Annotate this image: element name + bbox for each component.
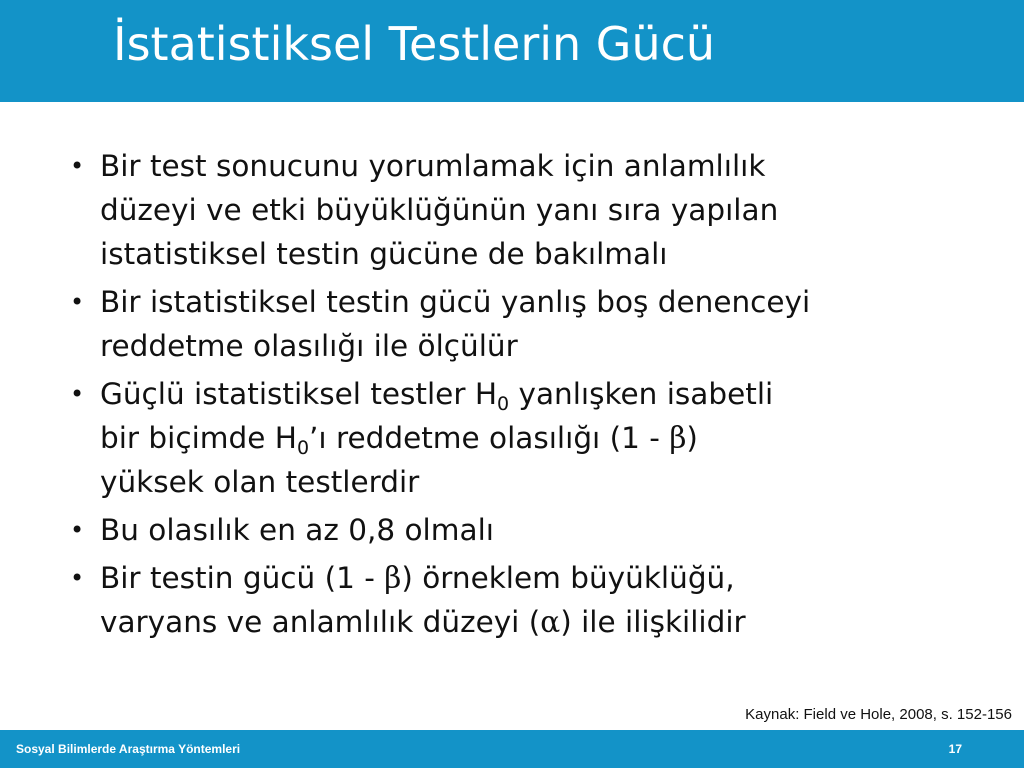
bullet-line: Bu olasılık en az 0,8 olmalı [100,513,494,547]
course-title: Sosyal Bilimlerde Araştırma Yöntemleri [16,742,241,756]
text-segment: ) örneklem büyüklüğü, [401,561,735,595]
text-segment: bir biçimde H [100,421,297,455]
text-segment: yanlışken isabetli [509,377,774,411]
alpha-symbol: α [540,605,561,639]
bullet-item [62,556,982,644]
bullet-icon: • [70,288,85,316]
bullet-line: Bir istatistiksel testin gücü yanlış boş denenceyi [100,285,811,319]
subscript: 0 [497,393,510,415]
subscript: 0 [296,437,310,459]
text-segment: Bir testin gücü (1 - [100,561,385,595]
bullet-item [62,144,982,276]
text-segment: varyans ve anlamlılık düzeyi ( [100,605,541,639]
text-segment: ) [686,421,698,455]
bullet-line [100,372,982,416]
bullet-item [62,508,982,552]
bullet-line: istatistiksel testin gücüne de bakılmalı [100,237,668,271]
bullet-item [62,280,982,368]
bullet-list [62,144,982,648]
bullet-line: düzeyi ve etki büyüklüğünün yanı sıra yapılan [100,193,779,227]
footer-bar [0,730,1024,768]
source-citation: Kaynak: Field ve Hole, 2008, s. 152-156 [745,706,1012,723]
slide-title: İstatistiksel Testlerin Gücü [113,17,716,71]
beta-symbol: β [384,561,402,595]
bullet-line: Bir test sonucunu yorumlamak için anlamlılık [100,149,766,183]
text-segment: ) ile ilişkilidir [560,605,746,639]
beta-symbol: β [669,421,687,455]
title-bar [0,0,1024,102]
bullet-item [62,372,982,504]
text-segment: Güçlü istatistiksel testler H [100,377,498,411]
bullet-line: reddetme olasılığı ile ölçülür [100,329,518,363]
bullet-line [100,600,982,644]
page-number: 17 [948,742,962,756]
bullet-line [100,416,982,460]
bullet-line [100,556,982,600]
bullet-icon: • [70,152,85,180]
bullet-line: yüksek olan testlerdir [100,465,420,499]
bullet-icon: • [70,516,85,544]
bullet-icon: • [70,564,85,592]
bullet-icon: • [70,380,85,408]
text-segment: ’ı reddetme olasılığı (1 - [309,421,670,455]
